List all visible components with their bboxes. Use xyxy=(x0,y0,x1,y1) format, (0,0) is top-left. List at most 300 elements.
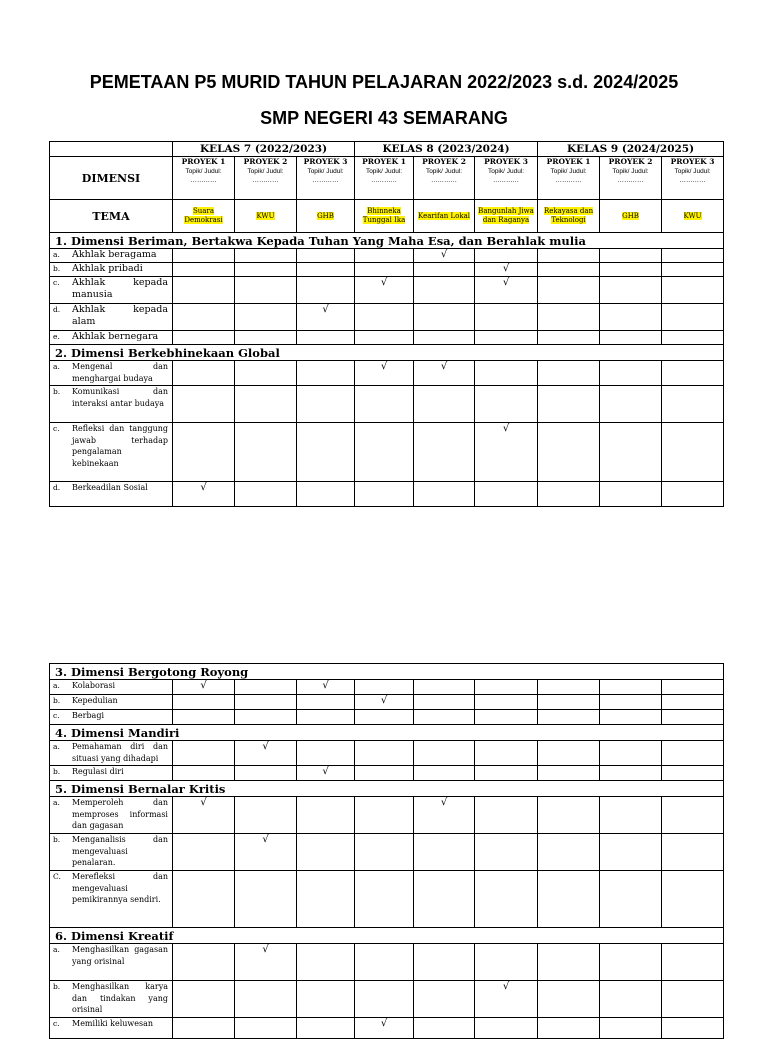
sub-dimension-cell xyxy=(50,741,173,766)
check-cell xyxy=(414,331,475,345)
item-label: Komunikasi dan interaksi antar budaya xyxy=(72,387,168,408)
proyek-header xyxy=(475,157,538,200)
item-letter: a. xyxy=(53,362,60,371)
item-letter: b. xyxy=(53,696,61,705)
item-label: Pemahaman diri dan situasi yang dihadapi xyxy=(72,742,168,763)
topik-label: Topik/ Judul: xyxy=(425,168,463,175)
check-cell xyxy=(600,871,662,928)
tema-value: KWU xyxy=(683,211,702,220)
check-cell xyxy=(355,944,414,981)
check-cell xyxy=(600,710,662,725)
check-cell xyxy=(355,331,414,345)
item-letter: b. xyxy=(53,982,61,991)
item-label: Akhlak bernegara xyxy=(72,331,159,342)
check-cell xyxy=(355,766,414,781)
check-cell xyxy=(355,797,414,834)
sub-dimension-cell xyxy=(50,277,173,304)
check-cell xyxy=(475,741,538,766)
item-label: Akhlak beragama xyxy=(72,249,157,260)
kelas-8-header: KELAS 8 (2023/2024) xyxy=(355,142,538,157)
check-mark: √ xyxy=(380,361,388,372)
check-cell xyxy=(297,797,355,834)
topik-label: Topik/ Judul: xyxy=(487,168,525,175)
check-mark: √ xyxy=(262,741,269,752)
proyek-header xyxy=(414,157,475,200)
check-cell xyxy=(538,766,600,781)
topik-label: Topik/ Judul: xyxy=(612,168,649,175)
check-cell xyxy=(600,944,662,981)
tema-cell xyxy=(235,200,297,233)
check-cell xyxy=(662,981,724,1018)
sub-dimension-cell xyxy=(50,944,173,981)
check-mark: √ xyxy=(380,695,388,706)
item-letter: a. xyxy=(53,681,60,690)
check-cell xyxy=(600,331,662,345)
check-cell xyxy=(538,680,600,695)
item-letter: b. xyxy=(53,767,61,776)
check-cell xyxy=(475,482,538,507)
check-cell xyxy=(538,331,600,345)
check-mark: √ xyxy=(200,797,207,808)
check-cell xyxy=(297,766,355,781)
check-cell xyxy=(600,482,662,507)
tema-cell xyxy=(414,200,475,233)
mapping-table-page-2 xyxy=(49,663,724,1039)
check-mark: √ xyxy=(502,263,510,274)
check-cell xyxy=(538,834,600,871)
check-mark: √ xyxy=(200,482,207,493)
check-cell xyxy=(538,482,600,507)
check-cell xyxy=(235,361,297,386)
check-cell xyxy=(662,766,724,781)
table-row xyxy=(50,331,724,345)
check-cell xyxy=(173,766,235,781)
check-cell xyxy=(355,277,414,304)
table-row xyxy=(50,981,724,1018)
proyek-header xyxy=(173,157,235,200)
check-cell xyxy=(235,263,297,277)
check-cell xyxy=(662,797,724,834)
check-cell xyxy=(600,304,662,331)
check-cell xyxy=(355,249,414,263)
check-cell xyxy=(355,263,414,277)
check-cell xyxy=(600,797,662,834)
check-cell xyxy=(297,1018,355,1039)
check-cell xyxy=(235,695,297,710)
check-cell xyxy=(662,263,724,277)
sub-dimension-cell xyxy=(50,1018,173,1039)
check-cell xyxy=(538,263,600,277)
dimension-header: 3. Dimensi Bergotong Royong xyxy=(50,664,724,680)
dimension-header: 6. Dimensi Kreatif xyxy=(50,928,724,944)
check-cell xyxy=(235,304,297,331)
topik-blank: ………… xyxy=(312,177,339,184)
item-letter: b. xyxy=(53,387,61,396)
check-cell xyxy=(355,741,414,766)
check-cell xyxy=(355,1018,414,1039)
item-letter: c. xyxy=(53,278,60,287)
topik-label: Topik/ Judul: xyxy=(365,168,403,175)
check-cell xyxy=(475,710,538,725)
topik-label: Topik/ Judul: xyxy=(674,168,711,175)
proyek-label: PROYEK 2 xyxy=(243,157,288,166)
check-cell xyxy=(355,981,414,1018)
dimensi-header: DIMENSI xyxy=(50,157,173,200)
table-row xyxy=(50,482,724,507)
check-cell xyxy=(538,249,600,263)
check-cell xyxy=(297,277,355,304)
check-cell xyxy=(235,386,297,423)
check-cell xyxy=(297,386,355,423)
check-cell xyxy=(355,710,414,725)
check-cell xyxy=(297,331,355,345)
table-row xyxy=(50,871,724,928)
proyek-header xyxy=(538,157,600,200)
check-cell xyxy=(414,386,475,423)
check-cell xyxy=(173,1018,235,1039)
topik-label: Topik/ Judul: xyxy=(550,168,587,175)
check-cell xyxy=(600,386,662,423)
check-cell xyxy=(538,797,600,834)
check-cell xyxy=(355,423,414,482)
check-cell xyxy=(475,695,538,710)
check-cell xyxy=(600,423,662,482)
tema-header: TEMA xyxy=(50,200,173,233)
check-cell xyxy=(538,741,600,766)
item-label: Berbagi xyxy=(72,711,105,720)
tema-value: KWU xyxy=(256,211,275,220)
item-letter: c. xyxy=(53,1019,60,1028)
tema-cell xyxy=(355,200,414,233)
item-letter: c. xyxy=(53,424,60,433)
check-cell xyxy=(235,423,297,482)
check-cell xyxy=(297,695,355,710)
check-cell xyxy=(173,482,235,507)
table-row xyxy=(50,423,724,482)
proyek-header xyxy=(662,157,724,200)
check-cell xyxy=(414,249,475,263)
check-mark: √ xyxy=(322,766,329,777)
item-label: Memiliki keluwesan xyxy=(72,1019,154,1028)
check-cell xyxy=(414,423,475,482)
check-mark: √ xyxy=(322,304,329,315)
check-cell xyxy=(538,710,600,725)
proyek-label: PROYEK 2 xyxy=(422,157,466,166)
topik-label: Topik/ Judul: xyxy=(247,168,284,175)
proyek-label: PROYEK 3 xyxy=(303,157,348,166)
check-cell xyxy=(173,277,235,304)
check-cell xyxy=(662,304,724,331)
sub-dimension-cell xyxy=(50,710,173,725)
item-label: Memperoleh dan memproses informasi dan gagasan xyxy=(72,798,168,830)
item-letter: e. xyxy=(53,332,60,341)
proyek-label: PROYEK 3 xyxy=(670,157,715,166)
check-cell xyxy=(475,361,538,386)
check-cell xyxy=(538,944,600,981)
table-row xyxy=(50,766,724,781)
mapping-table-page-1 xyxy=(49,141,724,507)
table-row xyxy=(50,695,724,710)
check-mark: √ xyxy=(380,1018,388,1029)
check-cell xyxy=(173,680,235,695)
check-cell xyxy=(475,249,538,263)
check-cell xyxy=(538,871,600,928)
sub-dimension-cell xyxy=(50,680,173,695)
check-mark: √ xyxy=(380,277,388,288)
table-row xyxy=(50,361,724,386)
check-cell xyxy=(414,871,475,928)
check-cell xyxy=(235,680,297,695)
topik-blank: ………… xyxy=(252,177,279,184)
check-cell xyxy=(662,710,724,725)
check-cell xyxy=(538,1018,600,1039)
proyek-label: PROYEK 1 xyxy=(362,157,406,166)
check-cell xyxy=(355,695,414,710)
tema-value: Bangunlah Jiwa dan Raganya xyxy=(478,207,534,224)
check-mark: √ xyxy=(440,361,448,372)
topik-blank: ………… xyxy=(679,177,706,184)
check-cell xyxy=(235,710,297,725)
check-cell xyxy=(173,981,235,1018)
check-cell xyxy=(475,944,538,981)
sub-dimension-cell xyxy=(50,797,173,834)
check-cell xyxy=(173,249,235,263)
school-name: SMP NEGERI 43 SEMARANG xyxy=(260,108,508,128)
tema-cell xyxy=(662,200,724,233)
check-mark: √ xyxy=(502,277,510,288)
check-cell xyxy=(297,263,355,277)
check-cell xyxy=(414,1018,475,1039)
item-label: Akhlak kepada alam xyxy=(72,304,168,327)
item-label: Akhlak pribadi xyxy=(72,263,143,274)
check-cell xyxy=(235,834,297,871)
check-cell xyxy=(414,304,475,331)
proyek-label: PROYEK 1 xyxy=(181,157,226,166)
check-cell xyxy=(355,386,414,423)
table-row xyxy=(50,249,724,263)
item-letter: C. xyxy=(53,872,61,881)
item-letter: a. xyxy=(53,945,60,954)
check-cell xyxy=(662,423,724,482)
table-row xyxy=(50,386,724,423)
proyek-label: PROYEK 1 xyxy=(546,157,591,166)
item-label: Mengenal dan menghargai budaya xyxy=(72,362,168,383)
check-cell xyxy=(662,277,724,304)
check-cell xyxy=(414,710,475,725)
check-cell xyxy=(662,944,724,981)
item-letter: d. xyxy=(53,305,61,314)
check-cell xyxy=(662,741,724,766)
check-cell xyxy=(600,263,662,277)
check-cell xyxy=(475,981,538,1018)
check-cell xyxy=(414,797,475,834)
check-cell xyxy=(414,482,475,507)
check-cell xyxy=(600,680,662,695)
sub-dimension-cell xyxy=(50,386,173,423)
check-cell xyxy=(414,695,475,710)
check-cell xyxy=(475,304,538,331)
check-cell xyxy=(297,482,355,507)
check-mark: √ xyxy=(200,680,207,691)
check-mark: √ xyxy=(440,797,448,808)
check-cell xyxy=(600,1018,662,1039)
check-cell xyxy=(355,304,414,331)
check-cell xyxy=(297,249,355,263)
check-cell xyxy=(173,871,235,928)
check-cell xyxy=(173,695,235,710)
check-mark: √ xyxy=(262,944,269,955)
item-letter: b. xyxy=(53,835,61,844)
check-cell xyxy=(297,741,355,766)
check-cell xyxy=(538,981,600,1018)
tema-cell xyxy=(538,200,600,233)
check-mark: √ xyxy=(262,834,269,845)
check-cell xyxy=(173,741,235,766)
check-cell xyxy=(355,680,414,695)
topik-blank: ………… xyxy=(190,177,217,184)
proyek-label: PROYEK 2 xyxy=(608,157,653,166)
table-row xyxy=(50,944,724,981)
check-cell xyxy=(297,981,355,1018)
check-cell xyxy=(235,871,297,928)
sub-dimension-cell xyxy=(50,981,173,1018)
sub-dimension-cell xyxy=(50,695,173,710)
check-cell xyxy=(173,944,235,981)
item-letter: d. xyxy=(53,483,61,492)
topik-blank: ………… xyxy=(371,177,398,184)
check-cell xyxy=(173,263,235,277)
item-label: Berkeadilan Sosial xyxy=(72,483,148,492)
check-cell xyxy=(235,482,297,507)
check-cell xyxy=(662,386,724,423)
check-cell xyxy=(662,834,724,871)
check-cell xyxy=(414,680,475,695)
check-cell xyxy=(475,1018,538,1039)
check-cell xyxy=(662,482,724,507)
check-mark: √ xyxy=(502,981,510,992)
table-row xyxy=(50,277,724,304)
tema-value: Kearifan Lokal xyxy=(418,211,470,220)
check-cell xyxy=(173,423,235,482)
check-cell xyxy=(297,871,355,928)
check-cell xyxy=(297,710,355,725)
proyek-header xyxy=(235,157,297,200)
check-cell xyxy=(173,386,235,423)
item-label: Merefleksi dan mengevaluasi pemikirannya sendiri. xyxy=(72,872,168,904)
check-cell xyxy=(600,741,662,766)
check-cell xyxy=(600,834,662,871)
proyek-header xyxy=(355,157,414,200)
check-cell xyxy=(235,797,297,834)
item-letter: a. xyxy=(53,742,60,751)
item-label: Refleksi dan tanggung jawab terhadap pengalaman kebinekaan xyxy=(72,424,168,468)
proyek-header xyxy=(600,157,662,200)
check-cell xyxy=(173,331,235,345)
topik-blank: ………… xyxy=(617,177,644,184)
item-label: Regulasi diri xyxy=(72,767,124,776)
check-cell xyxy=(414,361,475,386)
check-cell xyxy=(600,277,662,304)
check-cell xyxy=(414,741,475,766)
sub-dimension-cell xyxy=(50,304,173,331)
sub-dimension-cell xyxy=(50,249,173,263)
check-cell xyxy=(297,834,355,871)
item-letter: a. xyxy=(53,250,60,259)
sub-dimension-cell xyxy=(50,423,173,482)
tema-value: Rekayasa dan Teknologi xyxy=(543,207,594,224)
topik-blank: ………… xyxy=(493,177,520,184)
sub-dimension-cell xyxy=(50,766,173,781)
check-cell xyxy=(235,277,297,304)
check-cell xyxy=(173,834,235,871)
tema-cell xyxy=(475,200,538,233)
check-cell xyxy=(538,304,600,331)
check-mark: √ xyxy=(440,249,448,260)
check-cell xyxy=(538,277,600,304)
item-letter: c. xyxy=(53,711,60,720)
check-cell xyxy=(475,263,538,277)
table-row xyxy=(50,680,724,695)
tema-cell xyxy=(173,200,235,233)
check-cell xyxy=(475,834,538,871)
check-cell xyxy=(662,680,724,695)
check-cell xyxy=(475,386,538,423)
topik-label: Topik/ Judul: xyxy=(185,168,222,175)
check-cell xyxy=(414,263,475,277)
table-row xyxy=(50,304,724,331)
check-cell xyxy=(538,386,600,423)
check-cell xyxy=(475,423,538,482)
check-cell xyxy=(414,766,475,781)
tema-value: Bhinneka Tunggal Ika xyxy=(362,207,406,224)
check-cell xyxy=(414,277,475,304)
sub-dimension-cell xyxy=(50,871,173,928)
sub-dimension-cell xyxy=(50,263,173,277)
check-cell xyxy=(475,871,538,928)
table-row xyxy=(50,834,724,871)
proyek-header xyxy=(297,157,355,200)
tema-value: GHB xyxy=(317,211,334,220)
item-letter: a. xyxy=(53,798,60,807)
check-cell xyxy=(297,304,355,331)
check-cell xyxy=(475,766,538,781)
item-label: Menghasilkan gagasan yang orisinal xyxy=(72,945,168,966)
check-cell xyxy=(414,981,475,1018)
table-row xyxy=(50,797,724,834)
check-cell xyxy=(355,361,414,386)
table-row xyxy=(50,263,724,277)
sub-dimension-cell xyxy=(50,834,173,871)
topik-blank: ………… xyxy=(555,177,582,184)
item-label: Akhlak kepada manusia xyxy=(72,277,168,300)
check-cell xyxy=(355,871,414,928)
proyek-label: PROYEK 3 xyxy=(484,157,528,166)
dimension-header: 2. Dimensi Berkebhinekaan Global xyxy=(50,345,724,361)
sub-dimension-cell xyxy=(50,361,173,386)
table-row xyxy=(50,741,724,766)
corner-cell xyxy=(50,142,173,157)
check-cell xyxy=(662,871,724,928)
check-cell xyxy=(475,797,538,834)
check-cell xyxy=(235,249,297,263)
topik-label: Topik/ Judul: xyxy=(307,168,344,175)
check-cell xyxy=(414,834,475,871)
table-row xyxy=(50,1018,724,1039)
check-cell xyxy=(414,944,475,981)
check-cell xyxy=(600,249,662,263)
check-cell xyxy=(662,1018,724,1039)
sub-dimension-cell xyxy=(50,482,173,507)
